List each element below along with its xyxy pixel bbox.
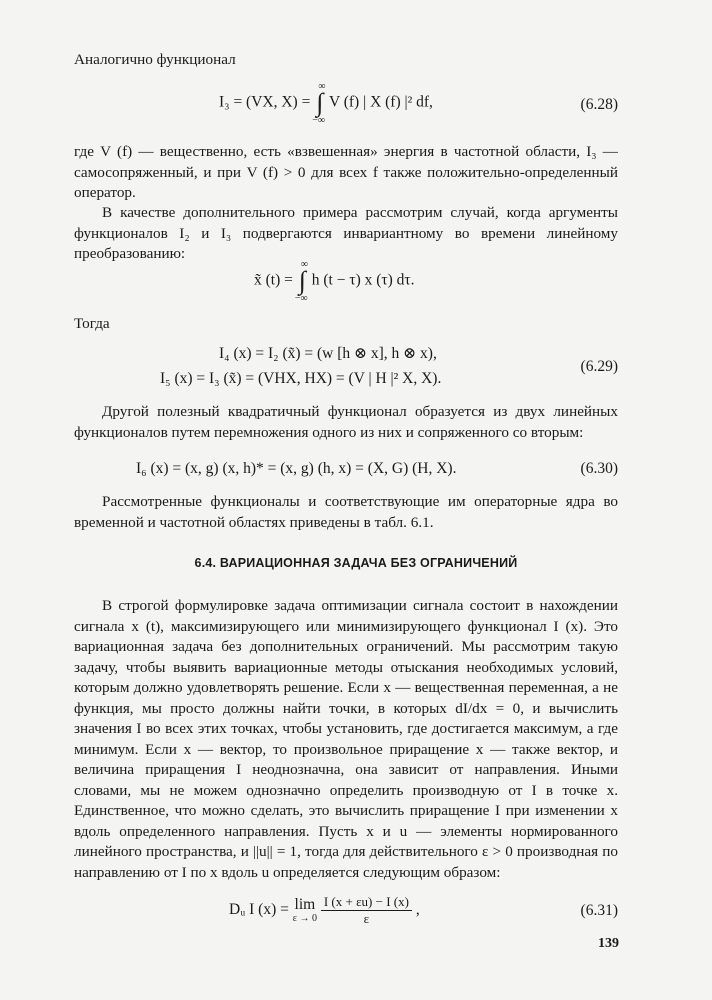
paragraph-example: В качестве дополнительного примера рассмотрим случай, когда аргументы функционалов I₂ и I₃ подвергаются инвариантному во времени линейному преобразованию: [74,204,618,262]
eq-6-28-upper-limit: ∞ [318,81,326,92]
eq-6-31-denominator: ε [363,911,370,926]
eq-6-31-numerator: I (x + εu) − I (x) [321,894,412,911]
page-number: 139 [598,936,619,951]
eq-transform-upper-limit: ∞ [300,259,308,270]
eq-6-31-lim-sub: ε → 0 [292,913,317,925]
limit-operator [293,897,317,925]
paragraph-after-6-28: где V (f) — вещественно, есть «взвешенная» энергия в частотной области, I₃ — самосопряженный, и при V (f) > 0 для всех f также положительно-определенный оператор. [74,143,618,201]
eq-6-28-lower-limit: −∞ [312,115,325,126]
section-heading: 6.4. ВАРИАЦИОННАЯ ЗАДАЧА БЕЗ ОГРАНИЧЕНИЙ [194,556,518,570]
eq-6-29-number: (6.29) [580,358,618,375]
integral-sign-icon: ∫ ∞ −∞ [312,81,326,126]
paragraph-table-ref: Рассмотренные функционалы и соответствующие им операторные ядра во временной и частотной областях приведены в табл. 6.1. [74,493,618,531]
eq-6-31-lhs: Dᵤ I (x) = [229,901,289,919]
equation-6-31 [74,892,618,936]
eq-6-31-lim: lim [294,895,316,913]
eq-transform-integrand: h (t − τ) x (τ) dτ. [311,271,415,289]
eq-6-30-number: (6.30) [580,460,618,477]
eq-transform-lhs: x̃ (t) = [254,271,293,289]
eq-6-29-line2: I₅ (x) = I₃ (x̃) = (VHX, HX) = (V | H |² X, X). [160,370,442,387]
eq-transform-lower-limit: −∞ [294,293,308,304]
paragraph-main: В строгой формулировке задача оптимизации сигнала состоит в нахождении сигнала x (t), максимизирующего или минимизирующего функционал I (x). Это вариационная задача без дополнительных ограничений. Мы рассмотрим такую задачу, чтобы выявить вариационные методы отыскания необходимых условий, которым должно удовлетворять решение. Если x — вещественная переменная, а не функция, мы просто должны найти точки, в которых dI/dx = 0, и вычислить значения I во всех этих точках, чтобы установить, где достигается максимум, а где минимум. Если x — вектор, то произвольное приращение x — также вектор, и величина приращения I неоднозначна, она зависит от направления. Иными словами, мы не можем однозначно определить производную от I в точке x. Единственное, что можно сделать, это вычислить приращение I при изменении x вдоль определенного направления. Пусть x и u — элементы нормированного линейного пространства, и ||u|| = 1, тогда для действительного ε > 0 производная по направлению от I по x вдоль u определяется следующим образом: [74,597,618,881]
eq-6-28-number: (6.28) [580,96,618,113]
eq-6-31-number: (6.31) [580,902,618,919]
eq-6-31-tail: , [415,901,420,919]
eq-6-31-fraction [321,894,412,927]
eq-6-28-integrand: V (f) | X (f) |² df, [328,93,433,111]
eq-6-29-line1: I₄ (x) = I₂ (x̃) = (w [h ⊗ x], h ⊗ x), [219,345,437,362]
eq-6-28-lhs: I₃ = (VX, X) = [219,93,311,111]
equation-transform [74,254,618,310]
equation-6-29 [74,340,618,394]
integral-sign-icon: ∫ ∞ −∞ [294,259,308,304]
equation-6-28 [74,78,618,136]
togda-label: Тогда [74,315,110,332]
equation-6-30 [74,460,618,484]
eq-6-30-text: I₆ (x) = (x, g) (x, h)* = (x, g) (h, x) = (X, G) (H, X). [136,460,457,477]
intro-line: Аналогично функционал [74,51,236,68]
paragraph-quartic: Другой полезный квадратичный функционал образуется из двух линейных функционалов путем перемножения одного из них и сопряженного со вторым: [74,403,618,441]
